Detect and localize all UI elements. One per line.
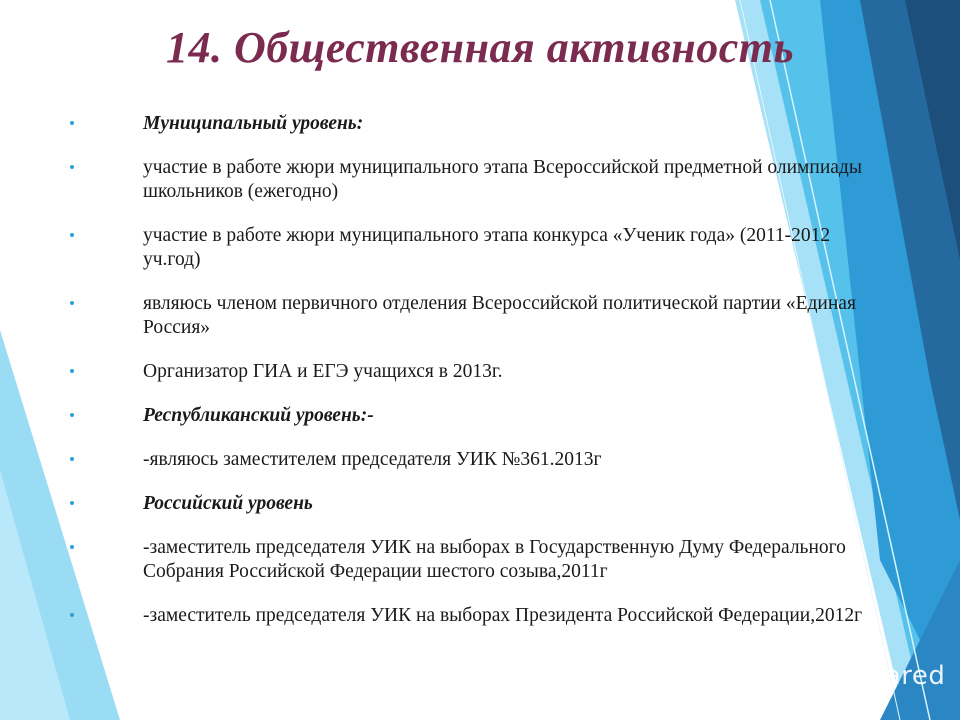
bullet-text: участие в работе жюри муниципального этапа конкурса «Ученик года» (2011-2012 уч.год) [143,225,831,270]
bullet-text: Муниципальный уровень: [143,113,364,134]
bullet-text: Российский уровень [143,493,313,514]
bullet-text: -являюсь заместителем председателя УИК №361.2013г [143,449,602,470]
bullet-text: Организатор ГИА и ЕГЭ учащихся в 2013г. [143,361,503,382]
bullet-dot-icon [70,457,74,461]
bullet-item [70,492,870,516]
watermark-text: MyShared [812,661,946,691]
bullet-text: являюсь членом первичного отделения Всероссийской политической партии «Единая Россия» [143,293,856,338]
bullet-item [70,112,870,136]
watermark [772,656,945,696]
bullet-dot-icon [70,301,74,305]
bullet-item [70,292,870,340]
bullet-dot-icon [70,369,74,373]
bullet-dot-icon [70,165,74,169]
bullet-dot-icon [70,501,74,505]
bullet-text: -заместитель председателя УИК на выборах в Государственную Думу Федерального Собрания Российской Федерации шестого созыва,2011г [143,537,846,582]
bullet-item [70,360,870,384]
bullet-text: -заместитель председателя УИК на выборах Президента Российской Федерации,2012г [143,605,863,626]
bullet-dot-icon [70,121,74,125]
bullet-item [70,536,870,584]
bullet-dot-icon [70,233,74,237]
bullet-list [70,112,870,648]
bullet-dot-icon [70,545,74,549]
bullet-item [70,604,870,628]
myshared-logo-icon [772,659,806,693]
bullet-dot-icon [70,413,74,417]
bullet-item [70,224,870,272]
bullet-text: участие в работе жюри муниципального этапа Всероссийской предметной олимпиады школьников (ежегодно) [143,157,862,202]
bullet-item [70,156,870,204]
slide-title: 14. Общественная активность [165,23,795,72]
bullet-text: Республиканский уровень:- [143,405,374,426]
bullet-dot-icon [70,613,74,617]
bullet-item [70,448,870,472]
bullet-item [70,404,870,428]
